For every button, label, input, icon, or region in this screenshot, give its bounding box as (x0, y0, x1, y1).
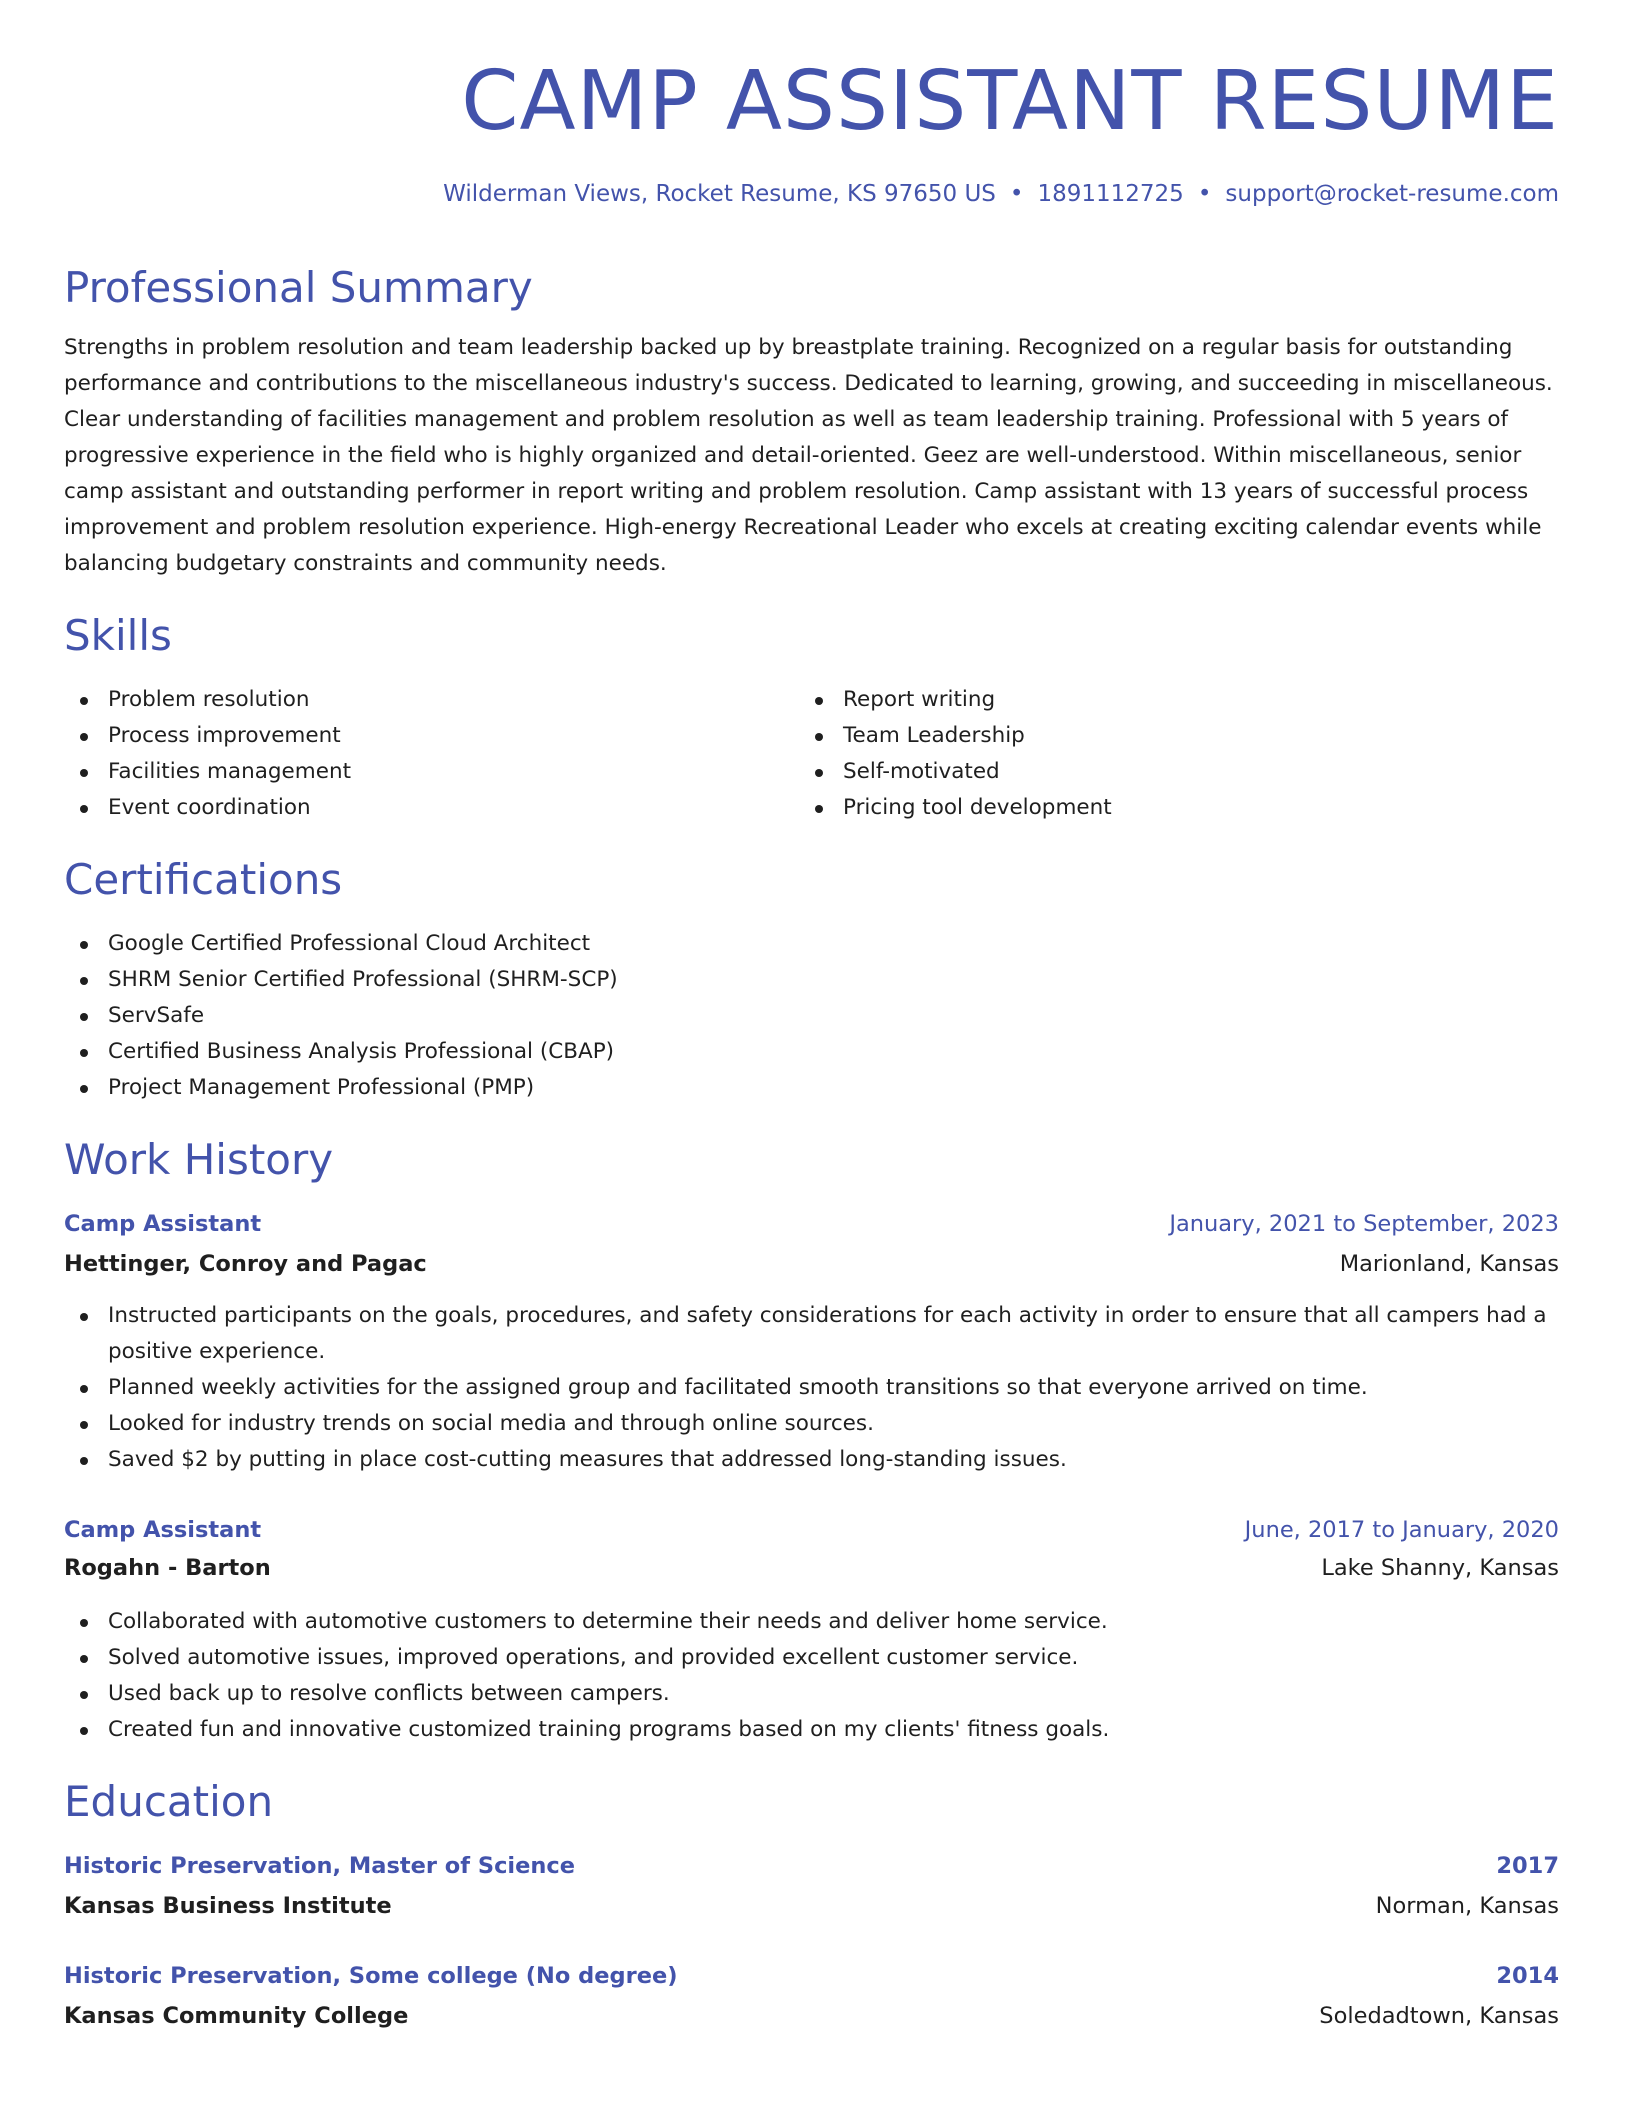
job-subheader (64, 1246, 1559, 1282)
contact-line (443, 178, 1559, 210)
job-bullet: Planned weekly activities for the assigned group and facilitated smooth transitions so that everyone arrived on time. (64, 1370, 1559, 1406)
job-bullet: Collaborated with automotive customers to determine their needs and deliver home service. (64, 1604, 1559, 1640)
skill-item: Pricing tool development (799, 790, 1519, 826)
education-year: 2017 (1496, 1853, 1559, 1879)
contact-separator: • (1009, 181, 1024, 207)
job-company: Hettinger, Conroy and Pagac (64, 1251, 427, 1277)
job-bullet: Used back up to resolve conflicts between campers. (64, 1676, 1559, 1712)
skills-list-left (64, 682, 784, 826)
education-subheader (64, 1888, 1559, 1924)
education-school: Kansas Business Institute (64, 1893, 392, 1919)
skill-item: Process improvement (64, 718, 784, 754)
job-bullets (64, 1604, 1559, 1748)
contact-address: Wilderman Views, Rocket Resume, KS 97650 US (443, 181, 996, 207)
job-header (64, 1206, 1559, 1242)
skill-item: Facilities management (64, 754, 784, 790)
job-bullet: Created fun and innovative customized training programs based on my clients' fitness goals. (64, 1712, 1559, 1748)
education-header (64, 1848, 1559, 1884)
education-location: Soledadtown, Kansas (1319, 2003, 1559, 2029)
education-subheader (64, 1998, 1559, 2034)
job-bullet: Looked for industry trends on social media and through online sources. (64, 1406, 1559, 1442)
education-school: Kansas Community College (64, 2003, 409, 2029)
job-bullet: Saved $2 by putting in place cost-cutting measures that addressed long-standing issues. (64, 1442, 1559, 1478)
certifications-list (64, 926, 1559, 1106)
job-header (64, 1512, 1559, 1548)
certification-item: SHRM Senior Certified Professional (SHRM-SCP) (64, 962, 1559, 998)
education-degree: Historic Preservation, Some college (No degree) (64, 1963, 678, 1989)
job-title: Camp Assistant (64, 1517, 262, 1543)
education-year: 2014 (1496, 1963, 1559, 1989)
certification-item: ServSafe (64, 998, 1559, 1034)
job-dates: January, 2021 to September, 2023 (1169, 1211, 1559, 1237)
job-location: Lake Shanny, Kansas (1321, 1555, 1559, 1581)
job-subheader (64, 1550, 1559, 1586)
resume-page (64, 0, 1559, 2029)
resume-title: CAMP ASSISTANT RESUME (461, 54, 1559, 149)
contact-separator: • (1197, 181, 1212, 207)
skill-item: Report writing (799, 682, 1519, 718)
resume-header (64, 0, 1559, 207)
education-location: Norman, Kansas (1375, 1893, 1559, 1919)
job-company: Rogahn - Barton (64, 1555, 271, 1581)
education-degree: Historic Preservation, Master of Science (64, 1853, 576, 1879)
summary-heading: Professional Summary (64, 263, 533, 312)
job-dates: June, 2017 to January, 2020 (1244, 1517, 1559, 1543)
skills-list-right (799, 682, 1519, 826)
certification-item: Certified Business Analysis Professional (CBAP) (64, 1034, 1559, 1070)
skill-item: Problem resolution (64, 682, 784, 718)
contact-phone: 1891112725 (1037, 181, 1184, 207)
summary-text: Strengths in problem resolution and team leadership backed up by breastplate training. Recognized on a regular basis for outstanding performance and contributions to the miscellaneous industry's success. Dedicated to learning, growing, and succeeding in miscellaneous. Clear understanding of facilities management and problem resolution as well as team leadership training. Professional with 5 years of progressive experience in the field who is highly organized and detail-oriented. Geez are well-understood. Within miscellaneous, senior camp assistant and outstanding performer in report writing and problem resolution. Camp assistant with 13 years of successful process improvement and problem resolution experience. High-energy Recreational Leader who excels at creating exciting calendar events while balancing budgetary constraints and community needs. (64, 335, 1553, 576)
certification-item: Google Certified Professional Cloud Architect (64, 926, 1559, 962)
job-location: Marionland, Kansas (1339, 1251, 1559, 1277)
education-heading: Education (64, 1777, 274, 1826)
skill-item: Self-motivated (799, 754, 1519, 790)
job-bullet: Instructed participants on the goals, procedures, and safety considerations for each activity in order to ensure that all campers had a positive experience. (64, 1298, 1559, 1370)
work-history-heading: Work History (64, 1135, 334, 1184)
job-title: Camp Assistant (64, 1211, 262, 1237)
education-header (64, 1958, 1559, 1994)
contact-email[interactable]: support@rocket-resume.com (1225, 181, 1559, 207)
certifications-heading: Certifications (64, 855, 343, 904)
job-bullets (64, 1298, 1559, 1478)
job-bullet: Solved automotive issues, improved operations, and provided excellent customer service. (64, 1640, 1559, 1676)
skills-heading: Skills (64, 611, 172, 660)
skill-item: Team Leadership (799, 718, 1519, 754)
skill-item: Event coordination (64, 790, 784, 826)
certification-item: Project Management Professional (PMP) (64, 1070, 1559, 1106)
